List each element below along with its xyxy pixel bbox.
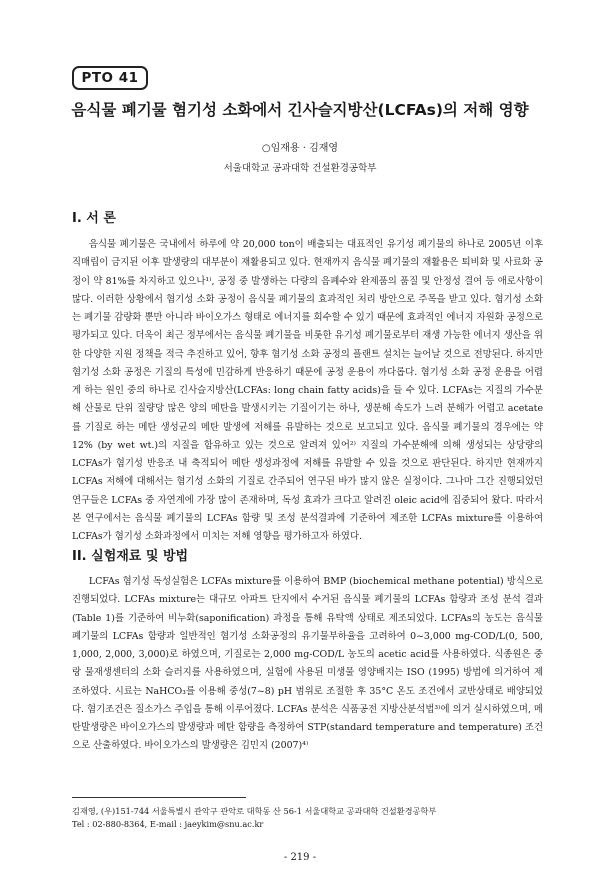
session-badge: PTO 41 xyxy=(72,66,148,90)
footnote xyxy=(72,805,543,831)
footnote-divider xyxy=(72,797,246,798)
section-heading-methods: II. 실험재료 및 방법 xyxy=(72,549,189,564)
introduction-paragraph: 음식물 폐기물은 국내에서 하루에 약 20,000 ton이 배출되는 대표적인 유기성 폐기물의 하나로 2005년 이후 직매립이 금지된 이후 발생량의 대부분이 재활용되고 있다. 현재까지 음식물 폐기물의 재활용은 퇴비화 및 사료화 공정이 약 81%를 차지하고 있으나¹⁾, 공정 중 발생하는 다량의 음폐수와 완제품의 품질 및 안정성 결여 등 애로사항이 많다. 이러한 상황에서 혐기성 소화 공정이 음식물 폐기물의 효과적인 처리 방안으로 주목을 받고 있다. 혐기성 소화는 폐기물 감량화 뿐만 아니라 바이오가스 형태로 에너지를 회수할 수 있기 때문에 효과적인 에너지 자원화 공정으로 평가되고 있다. 더욱이 최근 정부에서는 음식물 폐기물을 비롯한 유기성 폐기물로부터 재생 가능한 에너지 생산을 위한 다양한 지원 정책을 적극 추진하고 있어, 향후 혐기성 소화 공정의 플랜트 설치는 늘어날 것으로 전망된다. 하지만 혐기성 소화 공정은 기질의 특성에 민감하게 반응하기 때문에 공정 운용이 까다롭다. 혐기성 소화 공정 운용을 어렵게 하는 원인 중의 하나로 긴사슬지방산(LCFAs: long chain fatty acids)을 들 수 있다. LCFAs는 지질의 가수분해 산물로 단위 질량당 많은 양의 메탄을 발생시키는 기질이기는 하나, 생분해 속도가 느려 분해가 어렵고 acetate를 기질로 하는 메탄 생성균의 메탄 발생에 저해를 유발하는 것으로 보고되고 있다. 음식물 폐기물의 경우에는 약 12% (by wet wt.)의 지질을 함유하고 있는 것으로 알려져 있어²⁾ 지질의 가수분해에 의해 생성되는 상당량의 LCFAs가 혐기성 반응조 내 축적되어 메탄 생성과정에 저해를 유발할 수 있을 것으로 판단된다. 하지만 현재까지 LCFAs 저해에 대해서는 혐기성 소화의 기질로 간주되어 연구된 바가 많지 않은 실정이다. 그나마 그간 진행되었던 연구들은 LCFAs 중 자연계에 가장 많이 존재하며, 독성 효과가 크다고 알려진 oleic acid에 집중되어 왔다. 따라서 본 연구에서는 음식물 폐기물의 LCFAs 함량 및 조성 분석결과에 기준하여 제조한 LCFAs mixture를 이용하여 LCFAs가 혐기성 소화과정에서 미치는 저해 영향을 평가하고자 하였다. xyxy=(72,239,543,542)
footnote-address: 김재영, (우)151-744 서울특별시 관악구 관악로 대학동 산 56-1 서울대학교 공과대학 건설환경공학부 xyxy=(72,806,437,816)
paper-title: 음식물 폐기물 혐기성 소화에서 긴사슬지방산(LCFAs)의 저해 영향 xyxy=(71,101,529,119)
affiliation: 서울대학교 공과대학 건설환경공학부 xyxy=(223,163,377,174)
section-heading-introduction: I. 서 론 xyxy=(72,211,116,226)
methods-paragraph: LCFAs 혐기성 독성실험은 LCFAs mixture를 이용하여 BMP (biochemical methane potential) 방식으로 진행되었다. LCFAs mixture는 대규모 아파트 단지에서 수거된 음식물 폐기물의 LCFAs 함량과 조성 분석 결과(Table 1)를 기준하여 비누화(saponification) 과정을 통해 유탁액 상태로 제조되었다. LCFAs의 농도는 음식물 폐기물의 LCFAs 함량과 일반적인 혐기성 소화공정의 유기물부하율을 고려하여 0~3,000 mg-COD/L(0, 500, 1,000, 2,000, 3,000)로 하였으며, 기질로는 2,000 mg-COD/L 농도의 acetic acid를 사용하였다. 식종원은 중랑 물재생센터의 소화 슬러지를 사용하였으며, 실험에 사용된 미생물 영양배지는 ISO (1995) 방법에 의거하여 제조하였다. 시료는 NaHCO₃를 이용해 중성(7~8) pH 범위로 조절한 후 35°C 온도 조건에서 교반상태로 배양되었다. 혐기조건은 질소가스 주입을 통해 이루어졌다. LCFAs 분석은 식품공전 지방산분석법³⁾에 의거 실시하였으며, 메탄발생량은 바이오가스의 발생량과 메탄 함량을 측정하여 STP(standard temperature and temperature) 조건으로 산출하였다. 바이오가스의 발생량은 김민지 (2007)⁴⁾ xyxy=(72,576,543,752)
author-list: ○임재용 · 김재영 xyxy=(261,143,339,154)
footnote-contact: Tel : 02-880-8364, E-mail : jaeykim@snu.ac.kr xyxy=(72,819,264,829)
page-number: - 219 - xyxy=(283,852,317,863)
